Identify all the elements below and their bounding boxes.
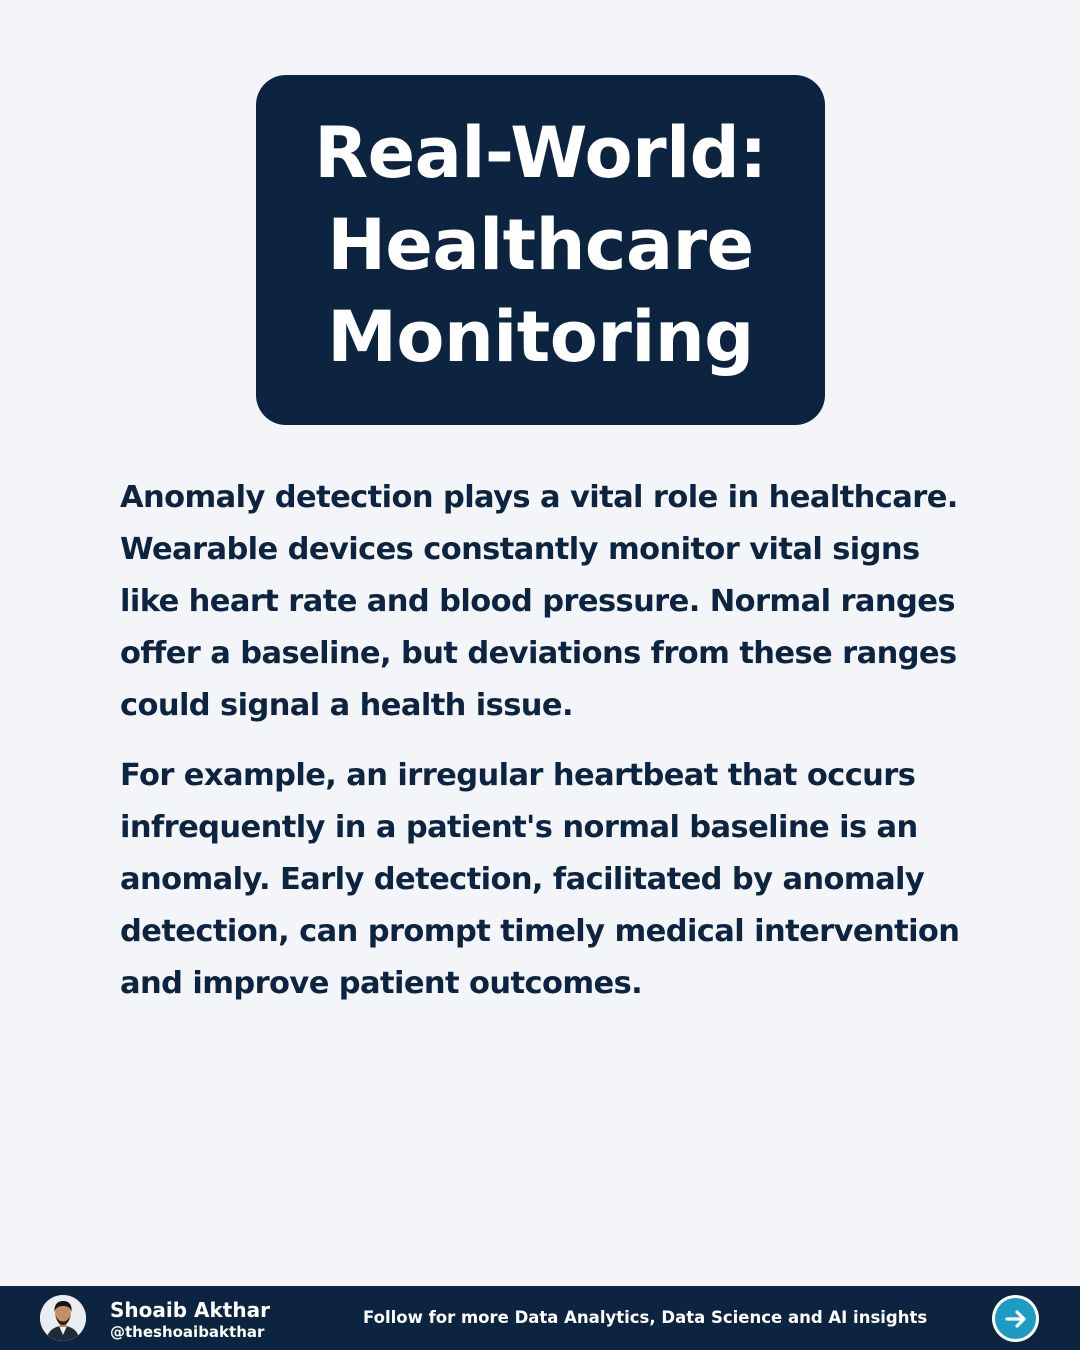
author-handle[interactable]: @theshoaibakthar (110, 1323, 265, 1341)
avatar-portrait-icon (40, 1295, 86, 1341)
title-line-3: Monitoring (327, 296, 754, 378)
follow-cta-text: Follow for more Data Analytics, Data Science and AI insights (363, 1308, 928, 1327)
next-slide-button[interactable] (992, 1295, 1039, 1342)
title-card (256, 75, 825, 425)
avatar (40, 1295, 86, 1341)
arrow-right-icon (1003, 1306, 1029, 1332)
title-line-2: Healthcare (327, 204, 754, 286)
author-name: Shoaib Akthar (110, 1298, 270, 1322)
body-content (120, 472, 970, 1028)
footer-bar (0, 1286, 1080, 1350)
body-paragraph-1: Anomaly detection plays a vital role in healthcare. Wearable devices constantly monitor vital signs like heart rate and blood pressure. Normal ranges offer a baseline, but deviations from these ranges could signal a health issue. (120, 480, 958, 723)
body-paragraph-2: For example, an irregular heartbeat that occurs infrequently in a patient's normal baseline is an anomaly. Early detection, facilitated by anomaly detection, can prompt timely medical intervention and improve patient outcomes. (120, 758, 960, 1001)
next-button-circle (995, 1298, 1036, 1339)
title-line-1: Real-World: (314, 112, 767, 194)
